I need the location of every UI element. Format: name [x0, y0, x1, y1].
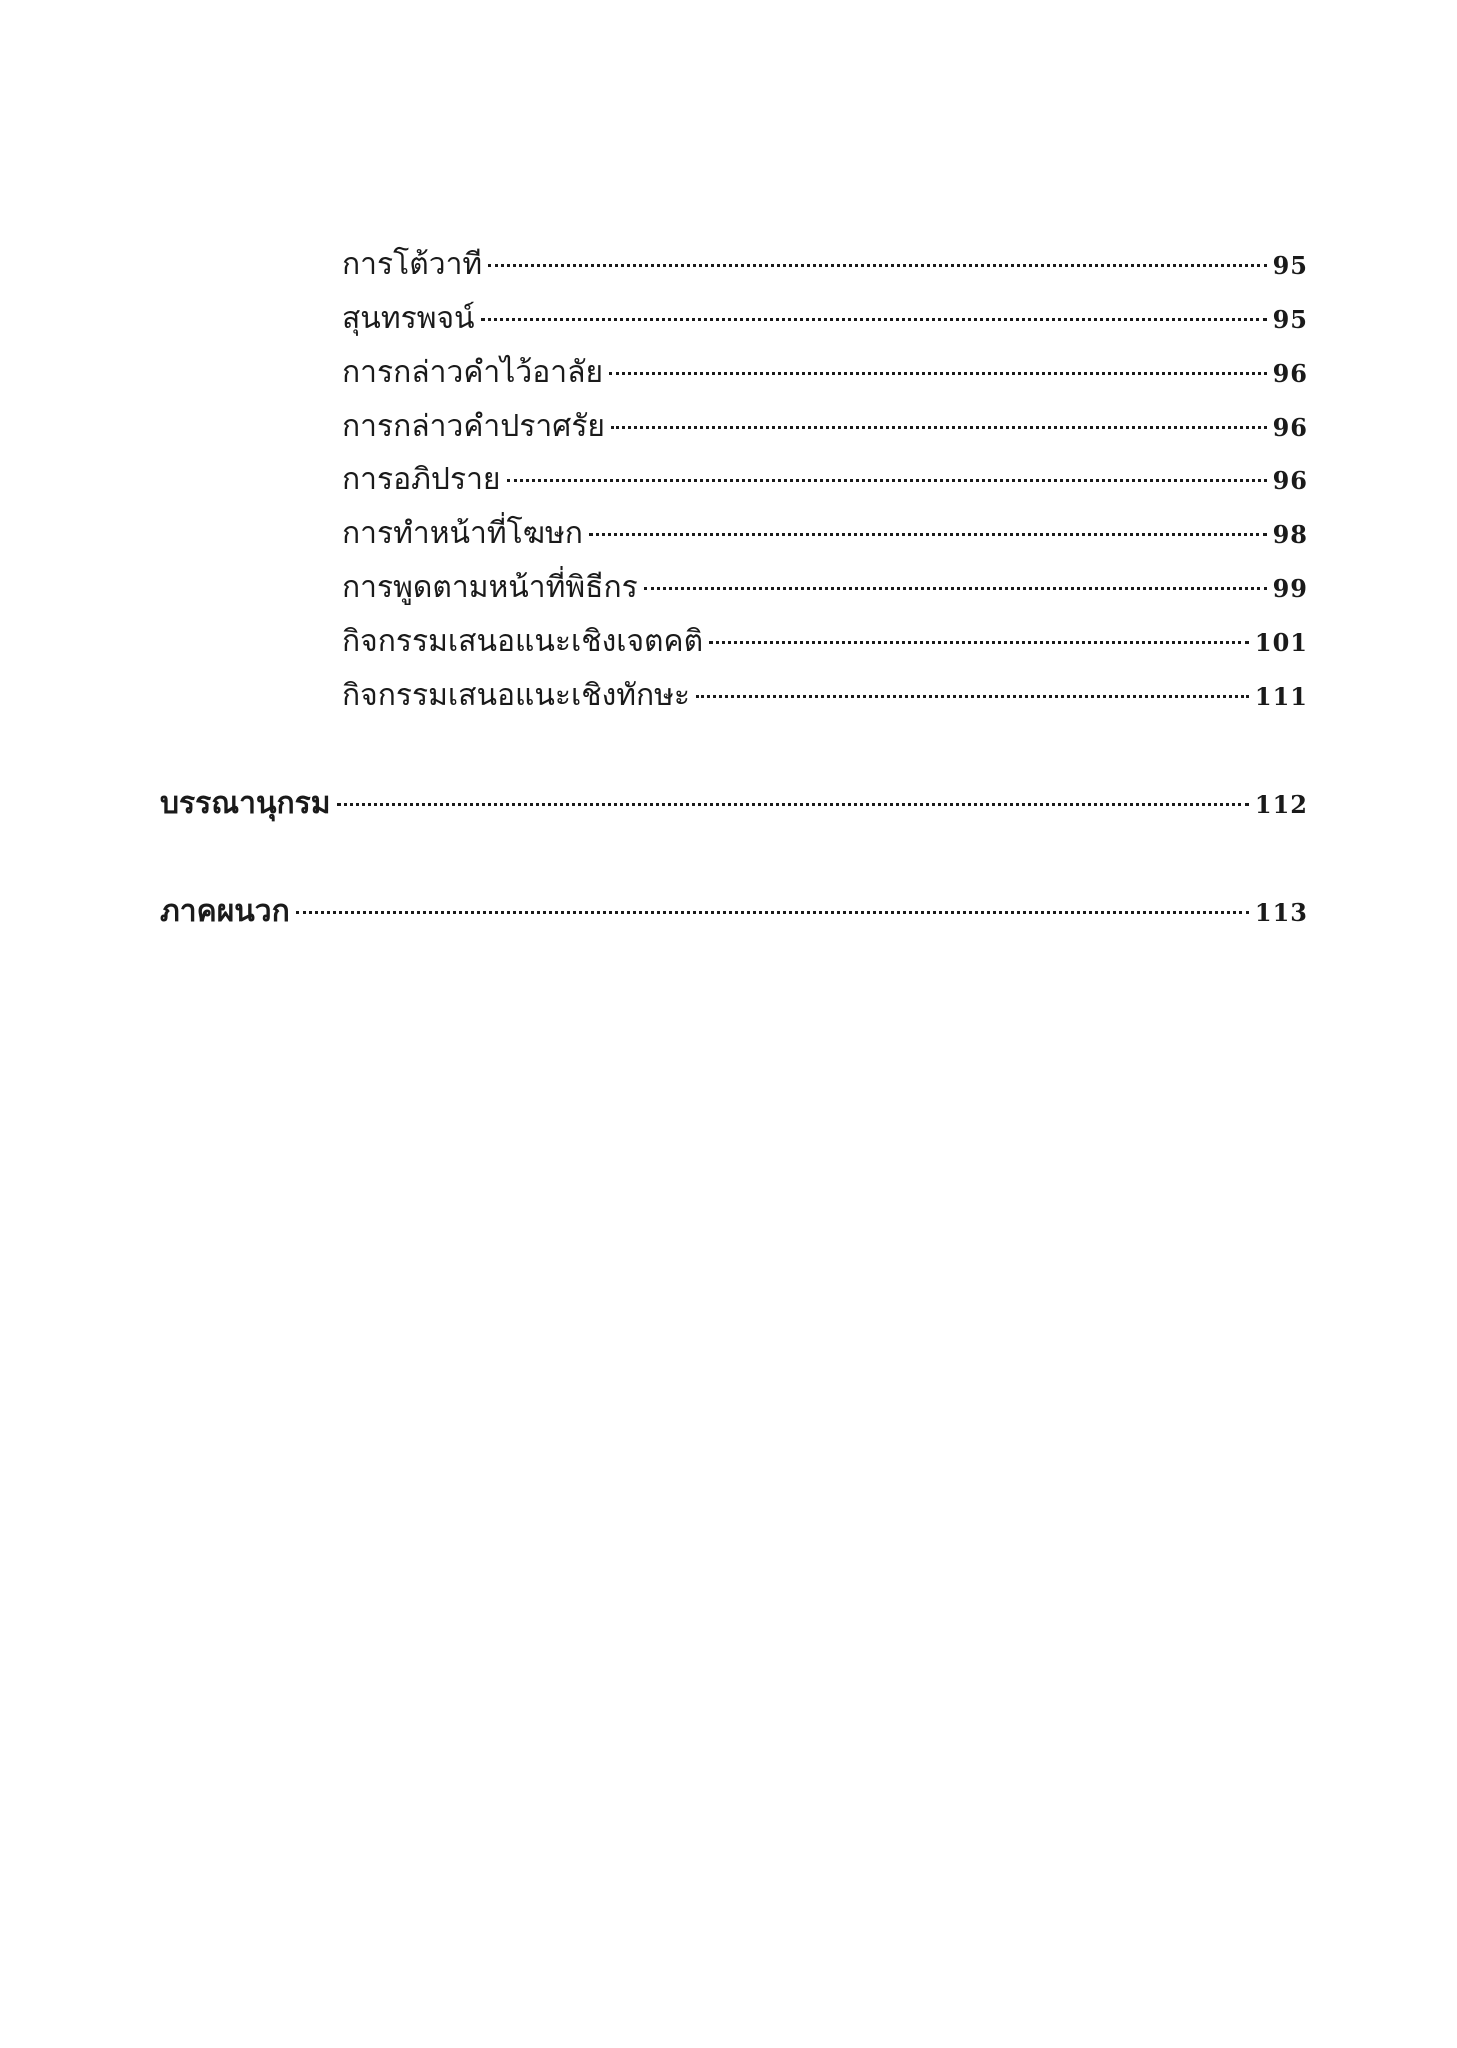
toc-section-title: บรรณานุกรม: [160, 786, 331, 821]
toc-section-page: 112: [1254, 790, 1308, 819]
toc-entry: [342, 615, 1308, 669]
toc-entry: [342, 400, 1308, 454]
toc-entry: [342, 669, 1308, 723]
toc-entry-title: การกล่าวคำไว้อาลัย: [342, 355, 604, 390]
toc-entry-title: กิจกรรมเสนอแนะเชิงเจตคติ: [342, 624, 704, 659]
toc-section-title: ภาคผนวก: [160, 894, 290, 929]
toc-entry-page: 111: [1254, 682, 1308, 711]
toc-entry-title: การพูดตามหน้าที่พิธีกร: [342, 570, 638, 605]
toc-entry-title: สุนทรพจน์: [342, 301, 475, 336]
dot-leader: [337, 803, 1249, 806]
toc-entry-title: การทำหน้าที่โฆษก: [342, 516, 583, 551]
toc-entry: [342, 292, 1308, 346]
toc-entry-title: การกล่าวคำปราศรัย: [342, 409, 606, 444]
toc-entry: [342, 453, 1308, 507]
toc-entry-page: 96: [1272, 466, 1308, 495]
dot-leader: [696, 695, 1249, 698]
dot-leader: [481, 318, 1267, 321]
toc-entry-title: การโต้วาที: [342, 247, 483, 282]
toc-section: [160, 885, 1308, 939]
dot-leader: [488, 264, 1266, 267]
dot-leader: [644, 587, 1267, 590]
dot-leader: [609, 372, 1267, 375]
toc-entry-page: 96: [1272, 413, 1308, 442]
dot-leader: [507, 479, 1267, 482]
toc-entry-page: 101: [1254, 628, 1308, 657]
toc-entry-title: การอภิปราย: [342, 462, 501, 497]
toc-section: [160, 777, 1308, 831]
toc-entry: [342, 507, 1308, 561]
toc-entry-page: 96: [1272, 359, 1308, 388]
toc-entry: [342, 561, 1308, 615]
dot-leader: [611, 426, 1267, 429]
toc-entry-title: กิจกรรมเสนอแนะเชิงทักษะ: [342, 678, 691, 713]
dot-leader: [709, 641, 1249, 644]
toc-entry-page: 95: [1272, 251, 1308, 280]
dot-leader: [589, 533, 1267, 536]
toc-entry-page: 95: [1272, 305, 1308, 334]
toc-section-page: 113: [1254, 898, 1308, 927]
toc-entry: [342, 238, 1308, 292]
dot-leader: [296, 911, 1249, 914]
toc-entry: [342, 346, 1308, 400]
toc-entry-page: 99: [1272, 574, 1308, 603]
toc-entry-page: 98: [1272, 520, 1308, 549]
